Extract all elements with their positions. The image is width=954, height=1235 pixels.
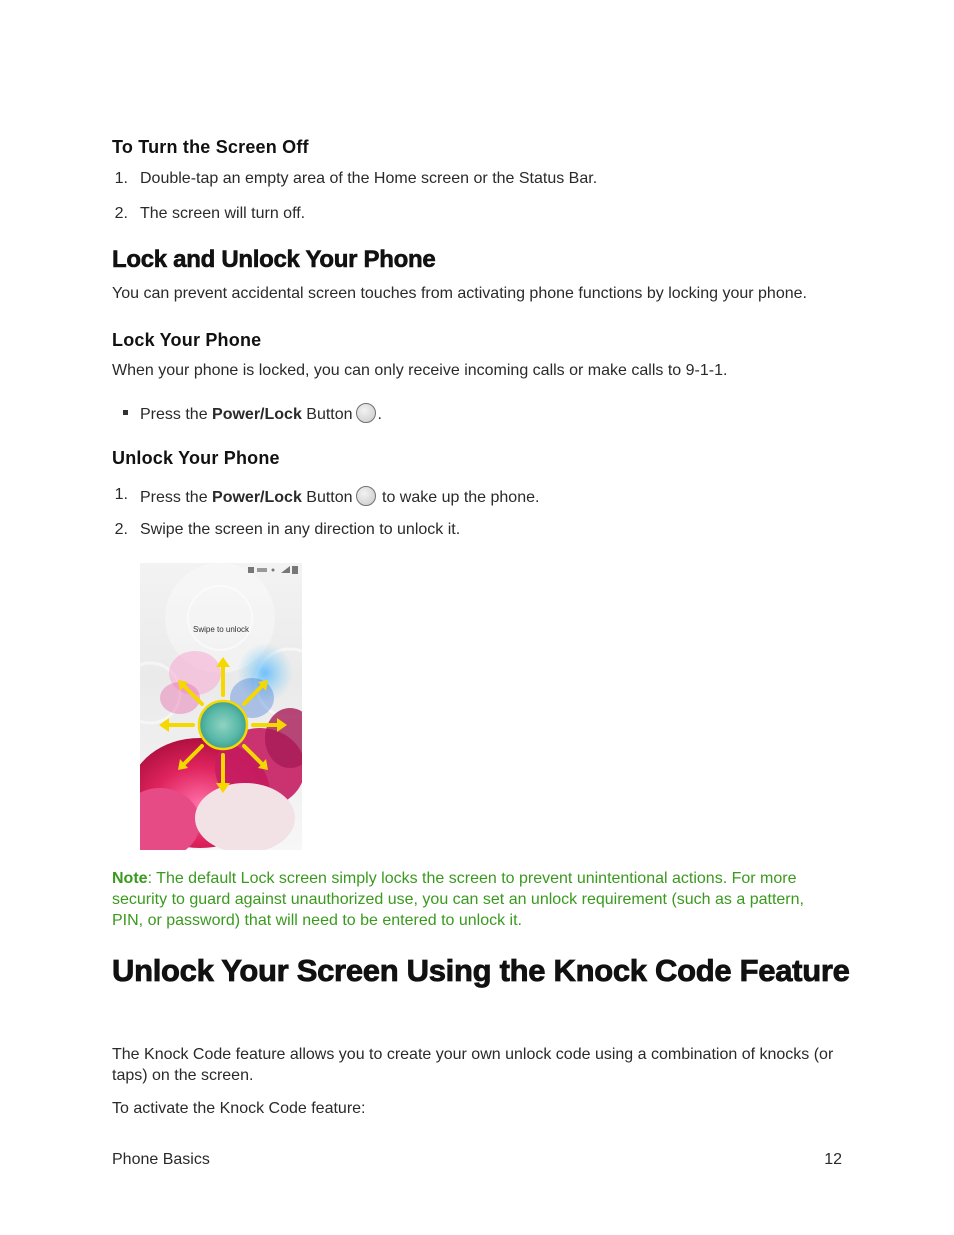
lock-bullet-suffix: Button [301, 406, 353, 423]
step-text: The screen will turn off. [140, 205, 306, 222]
note-label: Note [112, 870, 148, 887]
note-paragraph [112, 868, 832, 931]
footer-section-name: Phone Basics [112, 1151, 210, 1168]
unlock-step-end: to wake up the phone. [377, 489, 540, 506]
lock-bullet-prefix: Press the [140, 406, 213, 423]
status-bar [140, 563, 302, 575]
step-number: 2. [114, 521, 128, 538]
lock-bullet-end: . [377, 406, 382, 423]
lock-screen-image [140, 563, 302, 850]
bullet-marker [123, 410, 128, 415]
step-text: Double-tap an empty area of the Home screen or the Status Bar. [140, 170, 598, 187]
heading-lock-phone: Lock Your Phone [112, 330, 262, 350]
power-button-icon [356, 403, 376, 423]
step-number: 1. [114, 486, 128, 503]
step-text: Swipe the screen in any direction to unlock it. [140, 521, 461, 538]
status-icons [140, 564, 302, 576]
heading-knock-code: Unlock Your Screen Using the Knock Code Feature [112, 953, 850, 988]
heading-unlock-phone: Unlock Your Phone [112, 448, 280, 468]
lock-bullet-text [140, 403, 382, 424]
power-button-icon [356, 486, 376, 506]
step-number: 2. [114, 205, 128, 222]
knock-code-activate: To activate the Knock Code feature: [112, 1100, 366, 1117]
footer-page-number: 12 [824, 1151, 842, 1168]
heading-lock-unlock: Lock and Unlock Your Phone [112, 246, 436, 273]
lock-phone-text: When your phone is locked, you can only receive incoming calls or make calls to 9-1-1. [112, 362, 728, 379]
lock-screen-artwork [140, 563, 302, 850]
power-lock-label: Power/Lock [212, 406, 302, 423]
heading-turn-screen-off: To Turn the Screen Off [112, 137, 309, 157]
knock-code-intro: The Knock Code feature allows you to create your own unlock code using a combination of knocks (or taps) on the screen. [112, 1046, 834, 1084]
note-text: : The default Lock screen simply locks the screen to prevent unintentional actions. For more security to guard against unauthorized use, you can set an unlock requirement (such as a pattern, PIN, or password) that will need to be entered to unlock it. [112, 870, 804, 929]
unlock-step-text [140, 486, 539, 507]
lock-unlock-intro: You can prevent accidental screen touches from activating phone functions by locking your phone. [112, 285, 807, 302]
step-number: 1. [114, 170, 128, 187]
swipe-to-unlock-label: Swipe to unlock [192, 625, 250, 634]
power-lock-label: Power/Lock [212, 489, 302, 506]
unlock-step-suffix: Button [301, 489, 353, 506]
unlock-step-prefix: Press the [140, 489, 213, 506]
